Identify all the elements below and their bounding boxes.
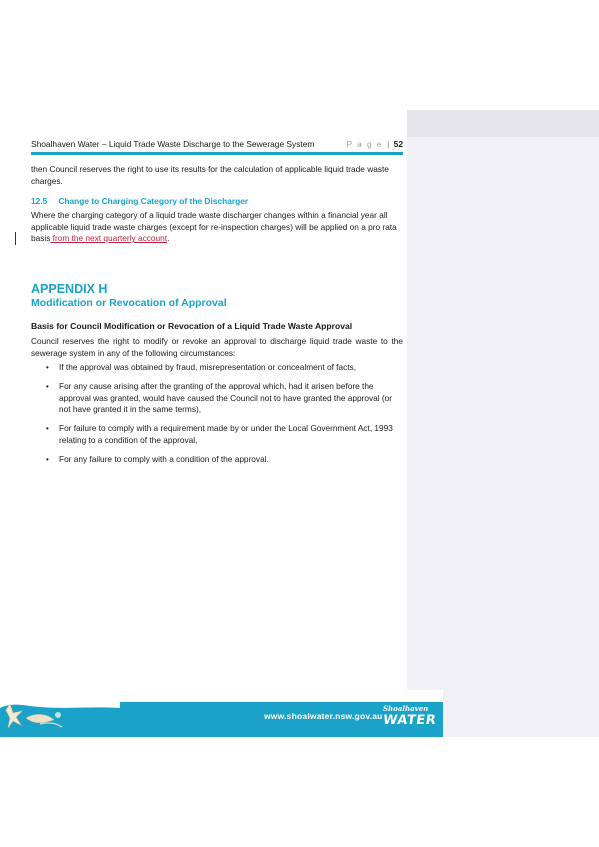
appendix-title: APPENDIX H xyxy=(31,282,108,296)
section-paragraph-main: Where the charging category of a liquid trade waste discharger changes within a financial year all applicable liquid trade waste charges (except for re-inspection charges) will be applied on a pro rata basis xyxy=(31,210,397,243)
list-item xyxy=(31,381,403,416)
page-number-block xyxy=(347,138,403,150)
section-heading xyxy=(31,196,248,206)
tracked-insertion[interactable]: from the next quarterly account xyxy=(50,233,168,243)
footer-website-link[interactable]: www.shoalwater.nsw.gov.au xyxy=(264,711,383,721)
circumstances-list xyxy=(31,362,403,473)
page-number: 52 xyxy=(393,139,403,149)
list-item-text: For any cause arising after the granting of the approval which, had it arisen before the approval was granted, would have caused the Council not to have granted the approval (or not have granted it in the same terms), xyxy=(59,381,393,414)
section-paragraph xyxy=(31,210,403,245)
appendix-intro: Council reserves the right to modify or revoke an approval to discharge liquid trade waste to the sewerage system in any of the following circumstances: xyxy=(31,336,403,358)
list-item xyxy=(31,454,403,466)
bullet-icon: • xyxy=(46,382,49,391)
logo-word: WATER xyxy=(381,713,438,728)
list-item-text: If the approval was obtained by fraud, misrepresentation or concealment of facts, xyxy=(59,362,357,372)
page-header xyxy=(31,138,403,152)
list-item-text: For any failure to comply with a condition of the approval. xyxy=(59,453,269,464)
section-number: 12.5 xyxy=(31,196,48,206)
page-word: P a g e xyxy=(346,139,383,149)
bullet-icon: • xyxy=(46,454,49,464)
header-title: Shoalhaven Water – Liquid Trade Waste Discharge to the Sewerage System xyxy=(31,139,315,149)
comment-pane-header xyxy=(407,110,599,137)
header-rule xyxy=(31,152,403,155)
change-bar xyxy=(15,232,16,245)
logo-script: Shoalhaven xyxy=(383,704,429,713)
section-paragraph-end: . xyxy=(167,233,170,243)
list-item-text: For failure to comply with a requirement made by or under the Local Government Act, 1993 relating to a condition of the approval, xyxy=(59,423,393,445)
list-item xyxy=(31,362,403,374)
section-title: Change to Charging Category of the Discharger xyxy=(58,196,249,206)
bullet-icon: • xyxy=(46,424,49,433)
bullet-icon: • xyxy=(46,363,49,372)
list-item xyxy=(31,423,403,446)
seashell-decoration-icon xyxy=(0,688,120,740)
comment-pane xyxy=(407,110,599,737)
appendix-subtitle: Modification or Revocation of Approval xyxy=(31,297,227,309)
continuation-paragraph: then Council reserves the right to use its results for the calculation of applicable liquid trade waste charges. xyxy=(31,164,389,186)
page-separator: | xyxy=(387,139,390,149)
basis-heading: Basis for Council Modification or Revocation of a Liquid Trade Waste Approval xyxy=(31,321,353,331)
shoalhaven-water-logo xyxy=(380,704,438,734)
